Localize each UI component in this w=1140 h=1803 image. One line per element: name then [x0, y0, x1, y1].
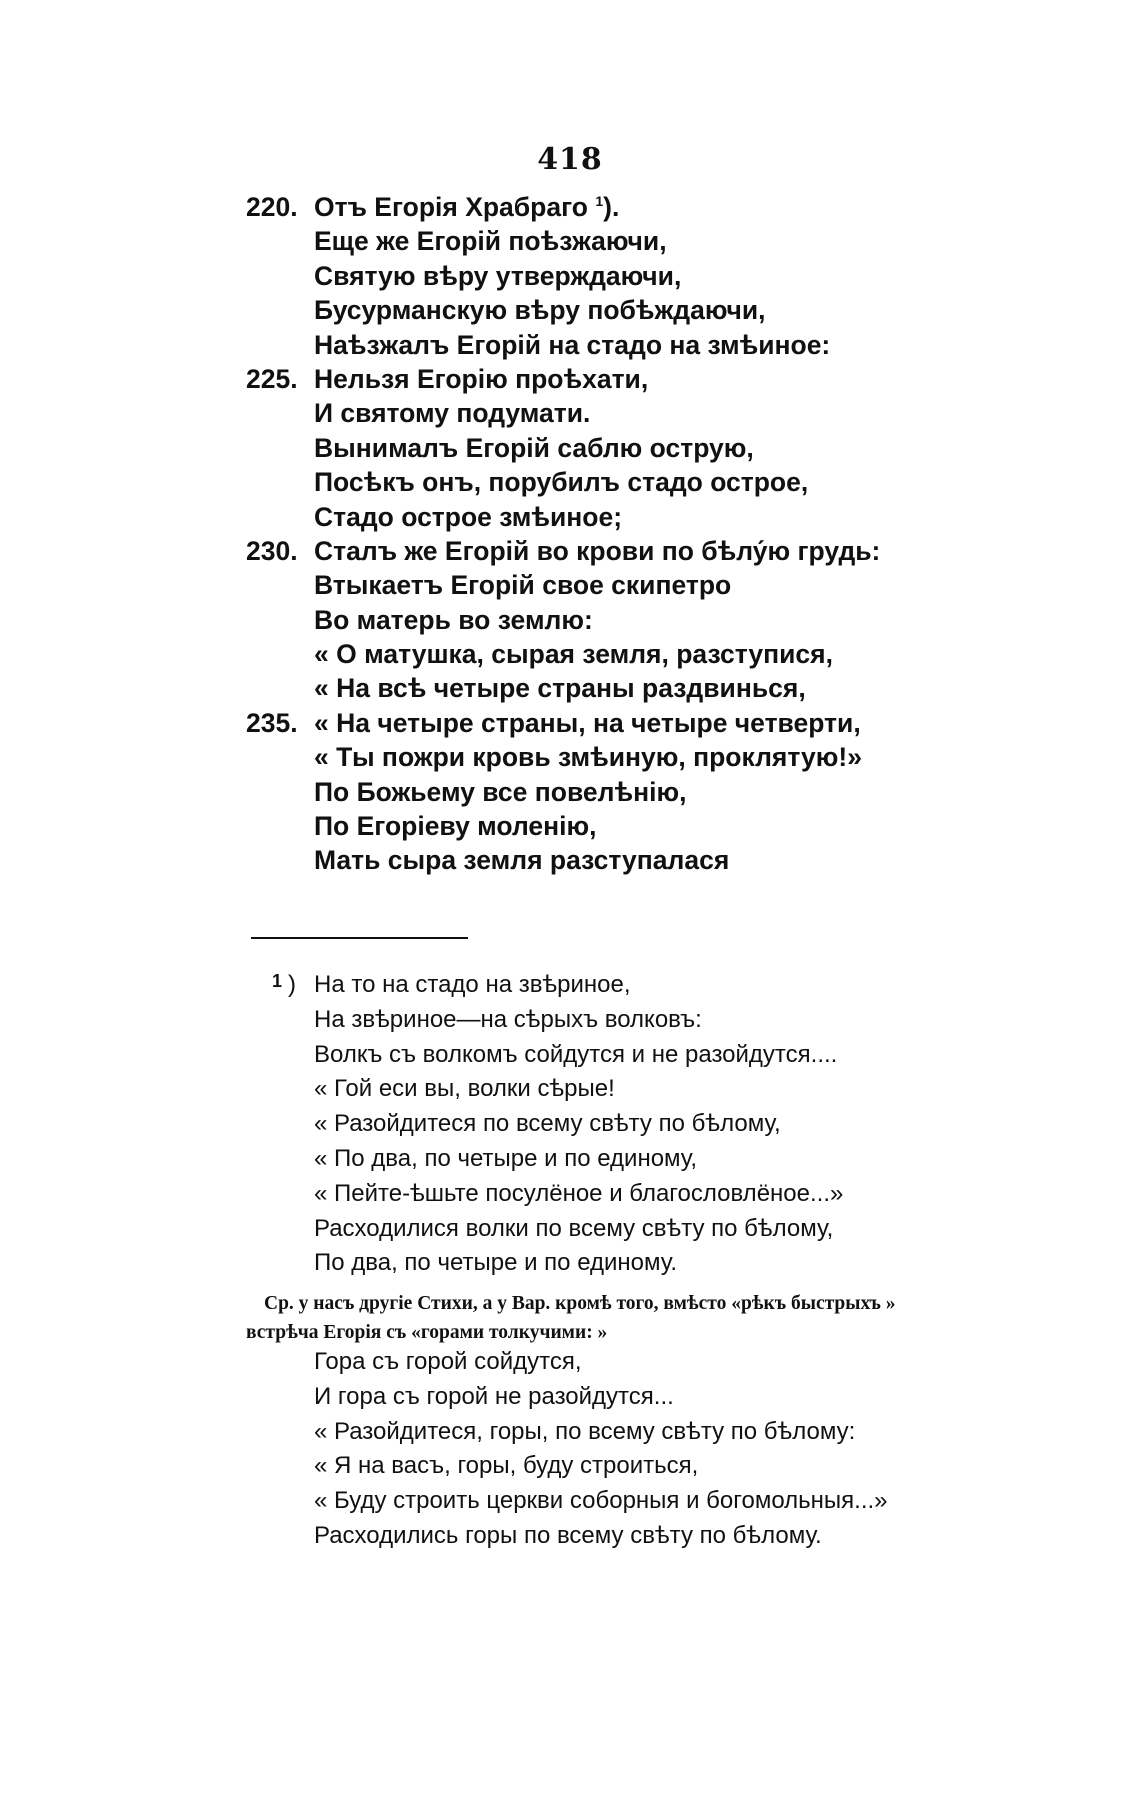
comment-line: встрѣча Егорія съ «горами толкучими: »	[246, 1321, 608, 1343]
footnote-text: На звѣриное—на сѣрыхъ волковъ:	[314, 1005, 702, 1033]
verse-text-content: Втыкаетъ Егорій свое скипетро	[314, 570, 732, 601]
verse-text-content: Сталъ же Егорій во крови по бѣлу́ю грудь:	[314, 535, 881, 566]
verse-number: 220.	[246, 192, 298, 222]
footnote-text: Волкъ съ волкомъ сойдутся и не разойдутся....	[314, 1040, 838, 1068]
verse-text	[314, 568, 731, 602]
verse-text	[314, 465, 808, 499]
footnote-separator	[251, 937, 468, 939]
verse-text-content: И святому подумати.	[314, 398, 591, 429]
verse-text	[314, 534, 880, 568]
verse-text-content: Нельзя Егорію проѣхати,	[314, 363, 649, 394]
verse-text	[314, 500, 622, 534]
verse-text-content: По Егоріеву моленію,	[314, 811, 597, 842]
footnote-text: « Пейте-ѣшьте посулёное и благословлёное...»	[314, 1179, 844, 1207]
footnote-text: « По два, по четыре и по единому,	[314, 1144, 698, 1172]
verse-text-tail: ).	[603, 192, 620, 222]
comment-line: Ср. у насъ другіе Стихи, а у Вар. кромѣ того, вмѣсто «рѣкъ быстрыхъ »	[264, 1293, 896, 1314]
verse-number: 235.	[246, 707, 298, 738]
verse-text-content: « На всѣ четыре страны раздвинься,	[314, 673, 806, 704]
verse-text	[314, 362, 648, 396]
verse-text-content: Стадо острое змѣиное;	[314, 501, 623, 532]
footnote-text: По два, по четыре и по единому.	[314, 1249, 678, 1277]
verse-text	[314, 775, 686, 809]
footnote-block-variant	[314, 1345, 888, 1554]
verse-text-content: Святую вѣру утверждаючи,	[314, 260, 682, 291]
verse-text	[314, 396, 590, 430]
verse-text	[314, 603, 593, 637]
verse-number: 225.	[246, 363, 298, 394]
verse-text	[314, 259, 681, 293]
footnote-line: Гора съ горой сойдутся,	[314, 1348, 582, 1375]
verse-text-content: Бусурманскую вѣру побѣждаючи,	[314, 295, 766, 326]
verse-text-content: « Ты пожри кровь змѣиную, проклятую!»	[314, 742, 862, 773]
footnote-line: « Разойдитеся, горы, по всему свѣту по бѣлому:	[314, 1417, 856, 1445]
verse-text-content: Еще же Егорій поѣзжаючи,	[314, 226, 667, 257]
verse-text-content: Отъ Егорія Храбраго	[314, 192, 588, 222]
footnote-text: « Гой еси вы, волки сѣрые!	[314, 1075, 615, 1103]
verse-text-content: По Божьему все повелѣнію,	[314, 776, 687, 807]
verse-text-content: Вынималъ Егорій саблю острую,	[314, 432, 754, 463]
verse-text	[314, 843, 729, 877]
verse-text	[314, 328, 830, 362]
footnote-marker-paren: )	[288, 971, 296, 998]
verse-text	[314, 809, 597, 843]
footnote-reference: 1	[595, 193, 604, 210]
footnote-line: И гора съ горой не разойдутся...	[314, 1382, 674, 1410]
footnote-text: « Разойдитеся по всему свѣту по бѣлому,	[314, 1110, 781, 1138]
verse-text	[314, 224, 667, 258]
page-number: 418	[537, 142, 603, 177]
verse-text-content: « О матушка, сырая земля, разступися,	[314, 639, 833, 670]
verse-number: 230.	[246, 535, 298, 566]
footnote-line: « Я на васъ, горы, буду строиться,	[314, 1452, 699, 1480]
footnote-line: Расходились горы по всему свѣту по бѣлому.	[314, 1521, 822, 1549]
verse-text	[314, 740, 862, 774]
verse-text	[314, 637, 833, 671]
editorial-comment	[246, 1290, 896, 1347]
verse-text-content: Посѣкъ онъ, порубилъ стадо острое,	[314, 467, 809, 498]
verse-text	[314, 671, 806, 705]
verse-text	[314, 293, 766, 327]
verse-text-content: Во матерь во землю:	[314, 604, 593, 635]
verse-text-content: Мать сыра земля разступалася	[314, 845, 730, 876]
verse-text-content: « На четыре страны, на четыре четверти,	[314, 707, 861, 738]
footnote-line: « Буду строить церкви соборныя и богомольныя...»	[314, 1487, 888, 1515]
verse-text	[314, 190, 619, 224]
footnote-text: Расходилися волки по всему свѣту по бѣлому,	[314, 1214, 834, 1242]
footnote-marker: 1	[272, 971, 283, 991]
footnote-text: На то на стадо на звѣриное,	[314, 971, 631, 998]
verse-text	[314, 706, 861, 740]
verse-text	[314, 431, 754, 465]
verse-text-content: Наѣзжалъ Егорій на стадо на змѣиное:	[314, 329, 831, 360]
